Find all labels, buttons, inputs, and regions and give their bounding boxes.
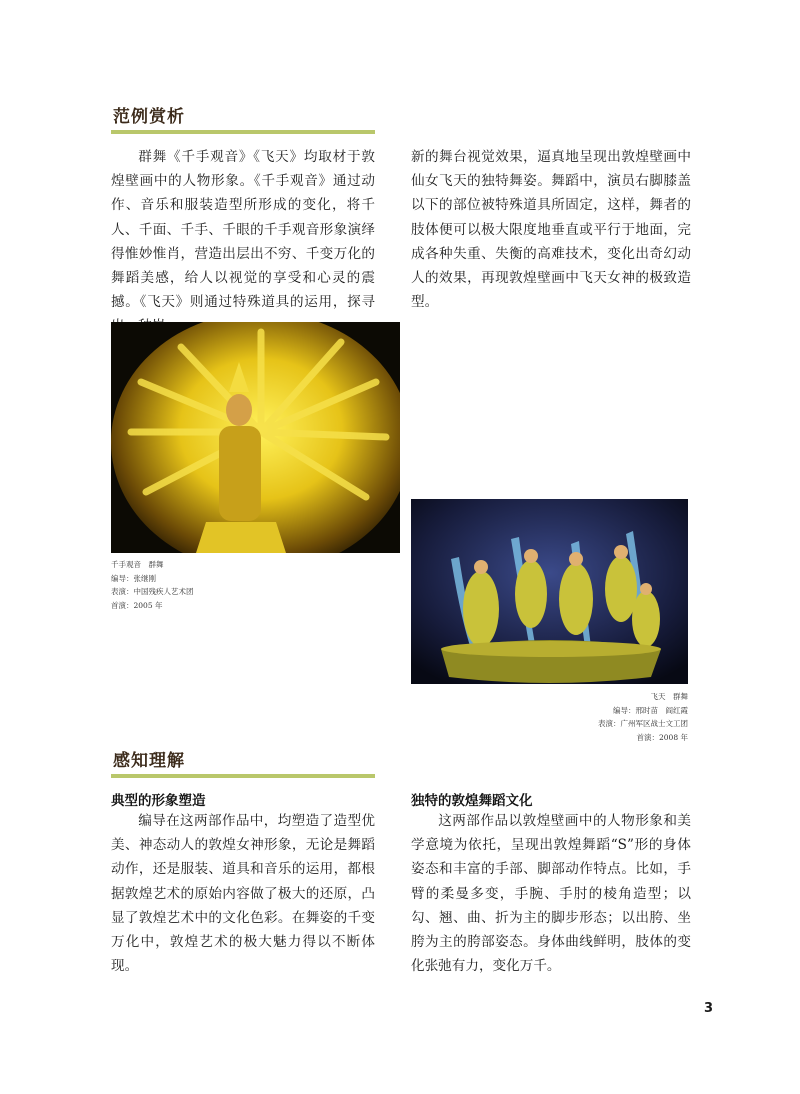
feitian-photo — [411, 499, 688, 684]
caption-line: 表演：广州军区战士文工团 — [598, 719, 688, 728]
caption-line: 首演：2005 年 — [111, 600, 163, 610]
page-number: 3 — [704, 1001, 714, 1016]
caption-line: 编导：邢时苗 阎红霞 — [613, 705, 688, 715]
thousand-hand-guanyin-photo — [111, 322, 400, 553]
caption-line: 首演：2008 年 — [636, 732, 688, 742]
section-title: 范例赏析 — [113, 107, 185, 127]
intro-paragraph-right: 新的舞台视觉效果，逼真地呈现出敦煌壁画中仙女飞天的独特舞姿。舞蹈中，演员右脚膝盖以下的部位被特殊道具所固定，这样，舞者的肢体便可以极大限度地垂直或平行于地面，完成各种失重、失衡的高难技术，变化出奇幻动人的效果，再现敦煌壁画中飞天女神的极致造型。 — [411, 149, 691, 311]
analysis-paragraph-left: 编导在这两部作品中，均塑造了造型优美、神态动人的敦煌女神形象，无论是舞蹈动作，还是服装、道具和音乐的运用，都根据敦煌艺术的原始内容做了极大的还原，凸显了敦煌艺术中的文化色彩。在舞姿的千变万化中，敦煌艺术的极大魅力得以不断体现。 — [111, 813, 375, 975]
caption-line: 表演：中国残疾人艺术团 — [111, 587, 194, 596]
caption-line: 千手观音 群舞 — [111, 560, 164, 569]
intro-paragraph-left: 群舞《千手观音》《飞天》均取材于敦煌壁画中的人物形象。《千手观音》通过动作、音乐和服装造型所形成的变化，将千人、千面、千手、千眼的千手观音形象演绎得惟妙惟肖，营造出层出不穷、千变万化的舞蹈美感，给人以视觉的享受和心灵的震撼。《飞天》则通过特殊道具的运用，探寻 — [111, 149, 375, 311]
section-header-appreciation — [111, 106, 375, 134]
caption-line: 编导：张继刚 — [111, 573, 156, 583]
section-header-perception — [111, 750, 375, 778]
photo2-caption — [560, 690, 688, 744]
subheading-dunhuang-culture: 独特的敦煌舞蹈文化 — [411, 793, 533, 809]
analysis-paragraph-right: 这两部作品以敦煌壁画中的人物形象和美学意境为依托，呈现出敦煌舞蹈“S”形的身体姿态和丰富的手部、脚部动作特点。比如，手臂的柔曼多变，手腕、手肘的棱角造型；以勾、翘、曲、折为主的脚步形态；以出胯、坐胯为主的胯部姿态。身体曲线鲜明，肢体的变化张弛有力，变化万千。 — [411, 813, 691, 975]
photo1-caption — [111, 558, 194, 612]
section-title: 感知理解 — [113, 751, 185, 771]
section-rule — [111, 774, 375, 778]
caption-line: 飞天 群舞 — [650, 692, 688, 701]
section-rule — [111, 130, 375, 134]
subheading-typical-image: 典型的形象塑造 — [111, 793, 206, 809]
